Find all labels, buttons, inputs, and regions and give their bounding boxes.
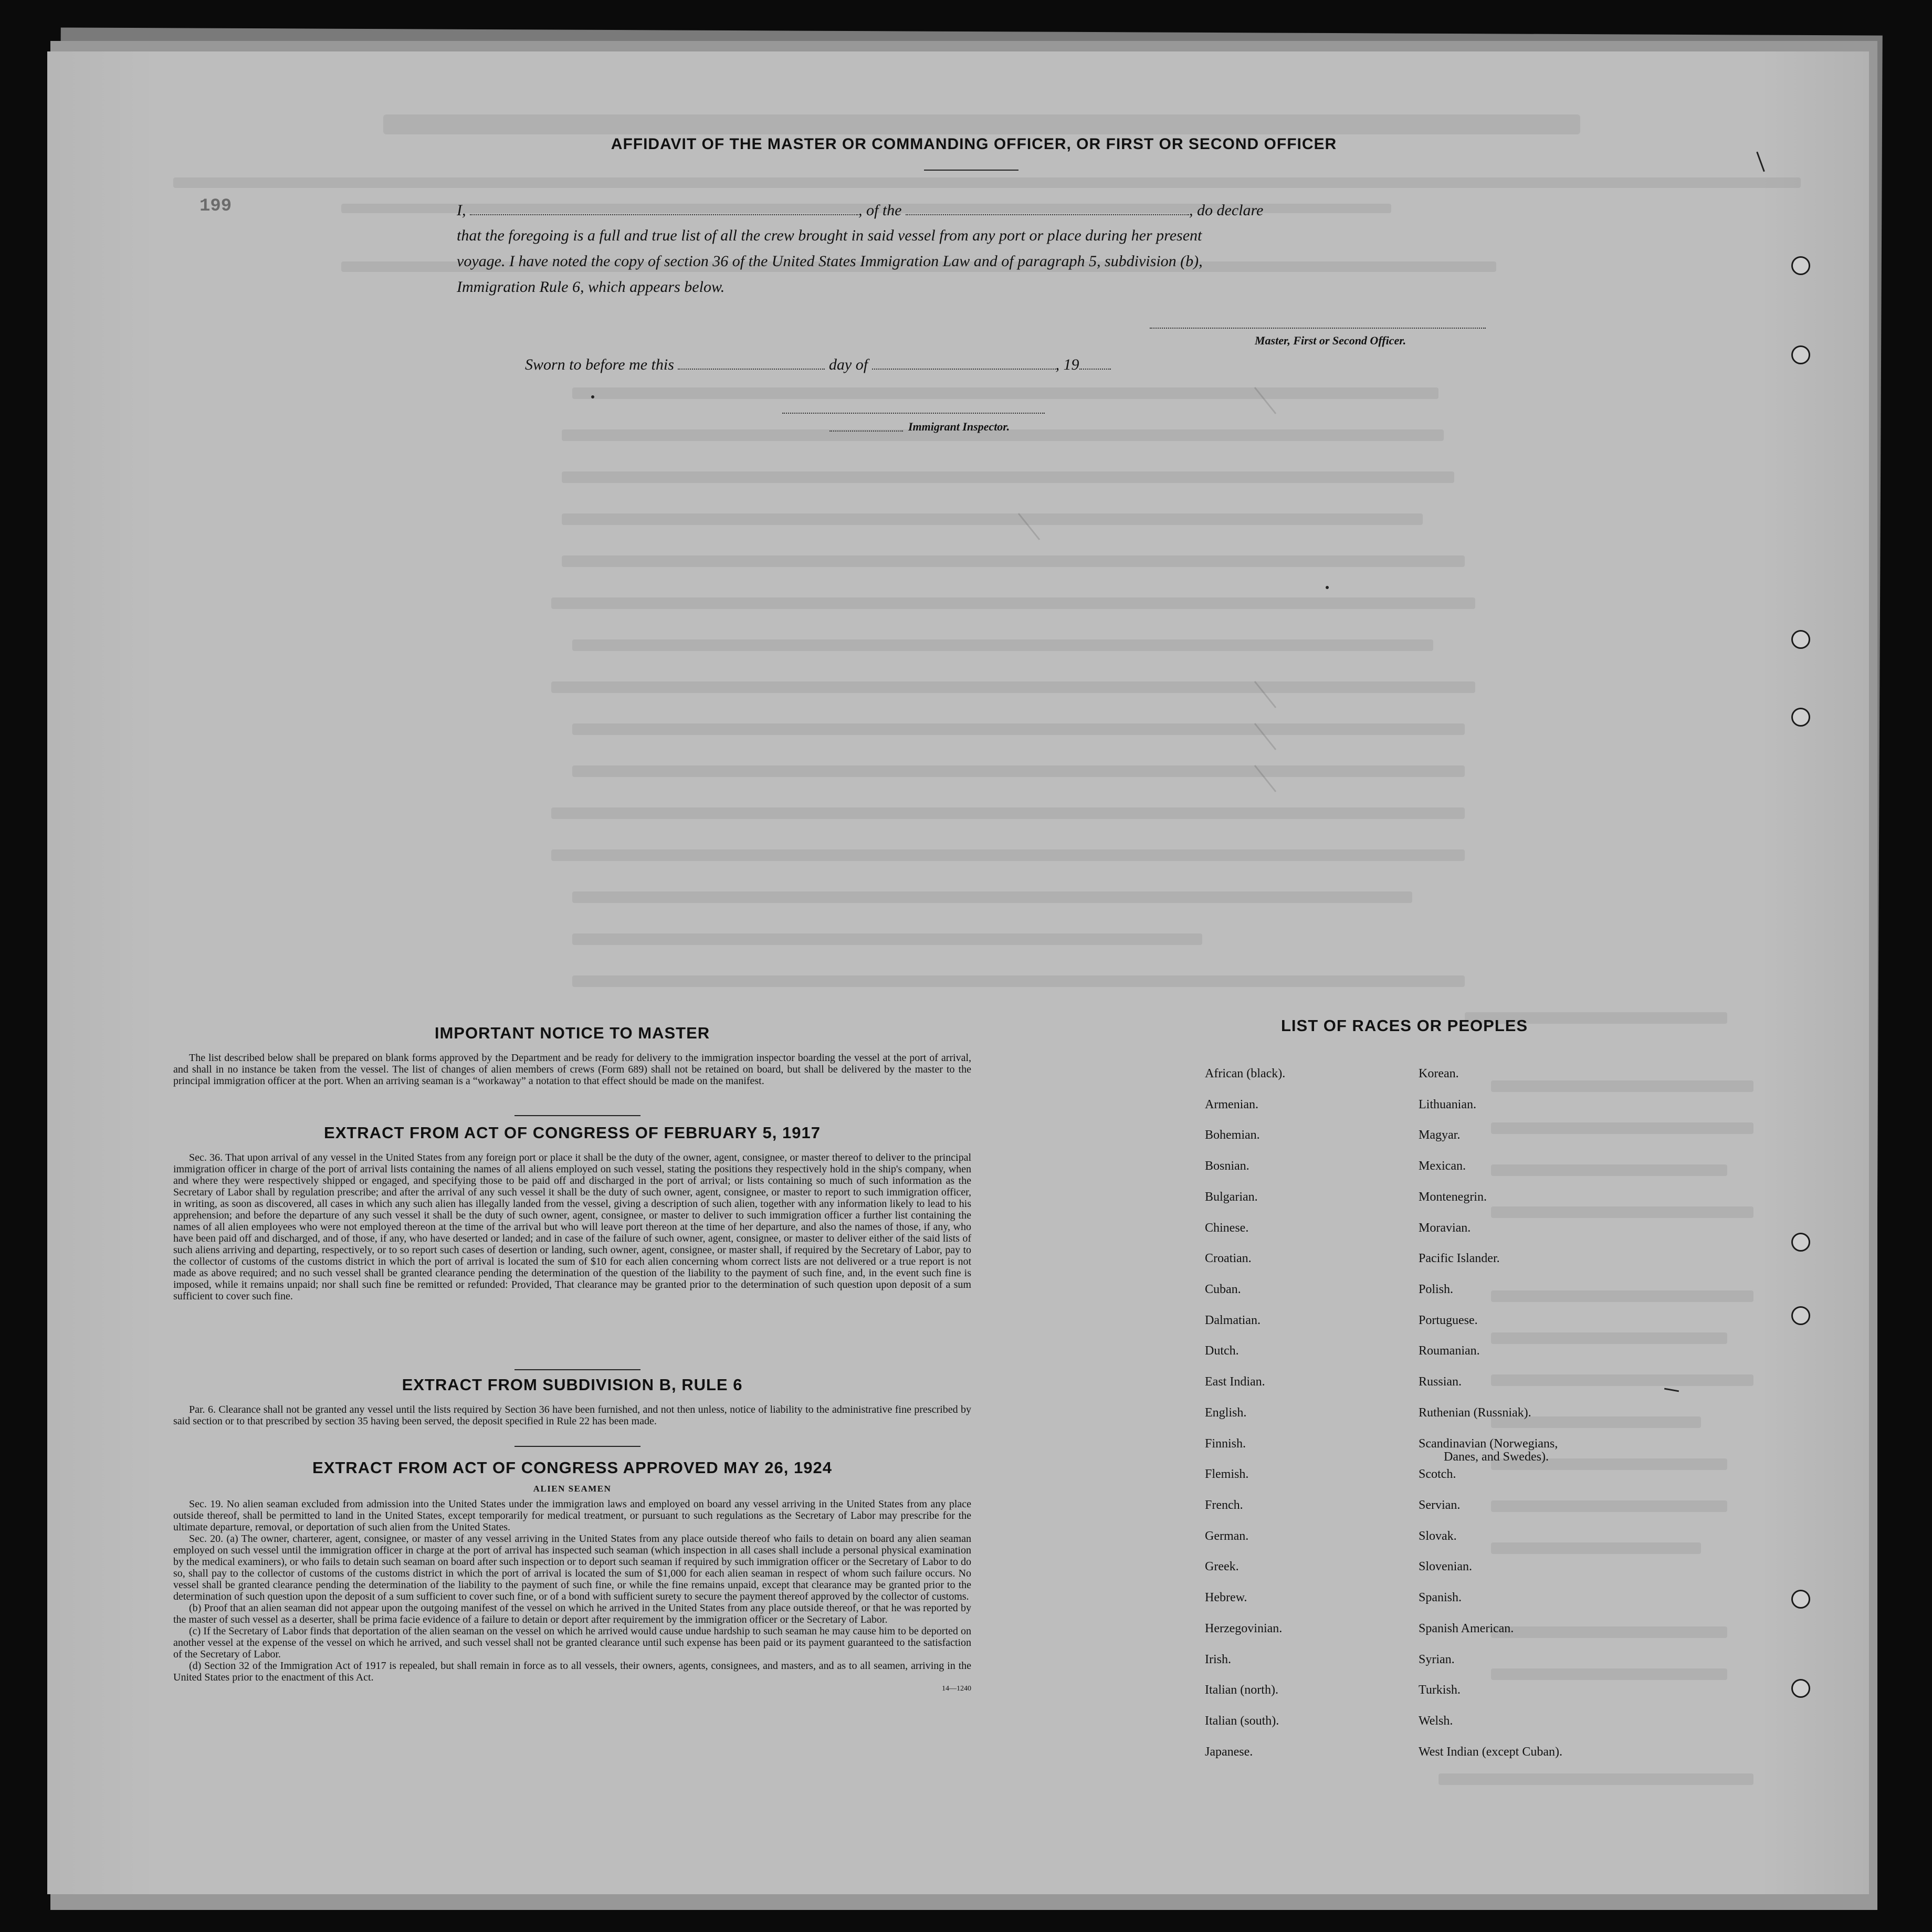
binder-hole bbox=[1791, 630, 1810, 649]
race-left-item: East Indian. bbox=[1205, 1375, 1265, 1389]
race-left-item: Herzegovinian. bbox=[1205, 1622, 1283, 1635]
extract-1917-title: EXTRACT FROM ACT OF CONGRESS OF FEBRUARY 5, 1917 bbox=[324, 1124, 821, 1142]
race-right-item: Scotch. bbox=[1419, 1467, 1456, 1481]
race-left-item: Bohemian. bbox=[1205, 1128, 1260, 1142]
binder-hole bbox=[1791, 345, 1810, 364]
extract-rule6-text bbox=[173, 1404, 971, 1427]
day-blank[interactable] bbox=[678, 369, 825, 370]
race-right-item: Roumanian. bbox=[1419, 1344, 1480, 1358]
manifest-page bbox=[47, 51, 1869, 1894]
year-blank[interactable] bbox=[1079, 369, 1111, 370]
race-left-item: African (black). bbox=[1205, 1067, 1286, 1080]
inspector-caption-leader bbox=[830, 430, 903, 432]
race-right-item: Turkish. bbox=[1419, 1683, 1461, 1697]
race-right-item: Spanish American. bbox=[1419, 1622, 1514, 1635]
race-left-item: Bulgarian. bbox=[1205, 1190, 1258, 1204]
race-left-item: Italian (north). bbox=[1205, 1683, 1278, 1697]
name-blank[interactable] bbox=[470, 214, 858, 215]
race-right-item: Servian. bbox=[1419, 1498, 1461, 1512]
race-left-item: Irish. bbox=[1205, 1653, 1231, 1666]
race-left-item: Cuban. bbox=[1205, 1283, 1241, 1296]
race-left-item: Dalmatian. bbox=[1205, 1314, 1261, 1327]
race-right-continuation: Danes, and Swedes). bbox=[1444, 1450, 1549, 1464]
binder-hole bbox=[1791, 1306, 1810, 1325]
race-right-item: Slovak. bbox=[1419, 1529, 1457, 1543]
affidavit-title: AFFIDAVIT OF THE MASTER OR COMMANDING OFFICER, OR FIRST OR SECOND OFFICER bbox=[611, 135, 1337, 153]
race-right-item: West Indian (except Cuban). bbox=[1419, 1745, 1562, 1759]
race-right-item: Ruthenian (Russniak). bbox=[1419, 1406, 1531, 1420]
extract-1924-paragraph: (b) Proof that an alien seaman did not appear upon the outgoing manifest of the vessel on which he arrived in the United States from any place outside thereof, or that he was reported by the master of such vessel as a deserter, shall be prima facie evidence of a failure to detain or deport after requirement by the immigration officer or the Secretary of Labor. bbox=[173, 1602, 971, 1625]
extract-1924-title: EXTRACT FROM ACT OF CONGRESS APPROVED MAY 26, 1924 bbox=[312, 1458, 832, 1477]
notice-paragraph: The list described below shall be prepared on blank forms approved by the Department and be ready for delivery to the immigration inspector boarding the vessel at the port of arrival, and shall in no instance be taken from the vessel. The list of changes of alien members of crews (Form 689) shall not be retained on board, but shall be delivered by the master to the principal immigration officer at the port. When an arriving seaman is a “workaway” a notation to that effect should be made on the manifest. bbox=[173, 1052, 971, 1087]
race-right-item: Syrian. bbox=[1419, 1653, 1455, 1666]
extract-1924-subtitle: ALIEN SEAMEN bbox=[533, 1484, 612, 1494]
extract-1924-paragraph: Sec. 19. No alien seaman excluded from admission into the United States under the immigration laws and employed on board any vessel arriving in the United States from any place outside thereof, shall be permitted to land in the United States, except temporarily for medical treatment, or pursuant to such regulations as the Secretary of Labor may prescribe for the ultimate departure, removal, or deportation of such alien from the United States. bbox=[173, 1498, 971, 1533]
race-left-item: Greek. bbox=[1205, 1560, 1239, 1573]
sworn-prefix: Sworn to before me this bbox=[525, 356, 674, 373]
affidavit-i: I, bbox=[457, 202, 466, 219]
extract-1924-paragraph: Sec. 20. (a) The owner, charterer, agent, consignee, or master of any vessel arriving in the United States from any place outside thereof who fails to detain on board any alien seaman employed on such vessel until the immigration officer in charge at the port of arrival has inspected such seaman (which inspection in all cases shall include a personal physical examination by the medical examiners), or who fails to detain such seaman on board after such inspection or to deport such seaman if required by such immigration officer or the Secretary of Labor to do so, shall pay to the collector of customs of the customs district in which the port of arrival is located the sum of $1,000 for each alien seaman in respect of whom such failure occurs. No vessel shall be granted clearance pending the determination of the liability to the payment of such fine, or while the fine remains unpaid, except that clearance may be granted prior to the determination of such question upon the deposit of a sum sufficient to cover such fine, or of a bond with sufficient surety to secure the payment thereof approved by the collector of customs. bbox=[173, 1533, 971, 1602]
race-left-item: Hebrew. bbox=[1205, 1591, 1247, 1604]
race-left-item: German. bbox=[1205, 1529, 1249, 1543]
race-right-item: Slovenian. bbox=[1419, 1560, 1472, 1573]
title-divider bbox=[924, 170, 1018, 171]
master-caption: Master, First or Second Officer. bbox=[1255, 334, 1406, 347]
race-right-item: Spanish. bbox=[1419, 1591, 1462, 1604]
race-left-item: Chinese. bbox=[1205, 1221, 1249, 1235]
race-right-item: Polish. bbox=[1419, 1283, 1454, 1296]
year-prefix: , 19 bbox=[1055, 356, 1079, 373]
race-right-item: Scandinavian (Norwegians, bbox=[1419, 1437, 1558, 1451]
affidavit-line-4: Immigration Rule 6, which appears below. bbox=[457, 278, 725, 296]
binder-hole bbox=[1791, 708, 1810, 727]
race-left-item: Japanese. bbox=[1205, 1745, 1253, 1759]
binder-hole bbox=[1791, 1679, 1810, 1698]
race-left-item: Dutch. bbox=[1205, 1344, 1239, 1358]
divider-2 bbox=[514, 1369, 640, 1370]
notice-text bbox=[173, 1052, 971, 1087]
month-blank[interactable] bbox=[872, 369, 1056, 370]
affidavit-line-3: voyage. I have noted the copy of section 36 of the United States Immigration Law and of paragraph 5, subdivision (b), bbox=[457, 253, 1203, 270]
notice-title: IMPORTANT NOTICE TO MASTER bbox=[434, 1024, 710, 1042]
day-of-label: day of bbox=[828, 356, 868, 373]
extract-1924-text bbox=[173, 1498, 971, 1695]
vessel-blank[interactable] bbox=[906, 214, 1189, 215]
extract-1924-paragraph: (d) Section 32 of the Immigration Act of 1917 is repealed, but shall remain in force as to all vessels, their owners, agents, consignees, and masters, and as to all seamen, arriving in the United States prior to the enactment of this Act. bbox=[173, 1660, 971, 1683]
extract-rule6-title: EXTRACT FROM SUBDIVISION B, RULE 6 bbox=[402, 1376, 743, 1394]
race-right-item: Moravian. bbox=[1419, 1221, 1471, 1235]
race-left-item: French. bbox=[1205, 1498, 1243, 1512]
binder-hole bbox=[1791, 1590, 1810, 1609]
race-left-item: Flemish. bbox=[1205, 1467, 1249, 1481]
race-left-item: Bosnian. bbox=[1205, 1159, 1250, 1173]
divider-3 bbox=[514, 1446, 640, 1447]
pen-dot bbox=[591, 395, 594, 398]
race-right-item: Pacific Islander. bbox=[1419, 1252, 1500, 1265]
race-right-item: Mexican. bbox=[1419, 1159, 1466, 1173]
inspector-caption: Immigrant Inspector. bbox=[908, 420, 1010, 433]
race-right-item: Lithuanian. bbox=[1419, 1098, 1476, 1111]
affidavit-of-the: , of the bbox=[858, 202, 902, 219]
race-right-item: Korean. bbox=[1419, 1067, 1459, 1080]
race-left-item: Finnish. bbox=[1205, 1437, 1246, 1451]
extract-1924-paragraph: (c) If the Secretary of Labor finds that deportation of the alien seaman on the vessel on which he arrived would cause undue hardship to such seaman he may cause him to be deported on another vessel at the expense of the vessel on which he arrived, and such vessel shall not be granted clearance until such expense has been paid or its payment guaranteed to the satisfaction of the Secretary of Labor. bbox=[173, 1625, 971, 1660]
race-right-item: Montenegrin. bbox=[1419, 1190, 1487, 1204]
race-left-item: English. bbox=[1205, 1406, 1247, 1420]
race-left-item: Armenian. bbox=[1205, 1098, 1258, 1111]
stamp-number: 199 bbox=[200, 196, 232, 216]
form-number: 14—1240 bbox=[942, 1685, 971, 1693]
pen-dot bbox=[1326, 586, 1329, 589]
divider-1 bbox=[514, 1115, 640, 1116]
extract-1917-paragraph: Sec. 36. That upon arrival of any vessel in the United States from any foreign port or place it shall be the duty of the owner, agent, consignee, or master thereof to deliver to the principal immigration officer in charge of the port of arrival lists containing the names of all aliens employed on such vessel, stating the positions they respectively hold in the ship's company, when and where they were respectively shipped or engaged, and specifying those to be paid off and discharged in the port of arrival; or lists containing so much of such information as the Secretary of Labor shall by regulation prescribe; and after the arrival of any such vessel it shall be the duty of such owner, agent, consignee, or master to report to such immigration officer, in writing, as soon as discovered, all cases in which any such alien has illegally landed from the vessel, giving a description of such alien, together with any information likely to lead to his apprehension; and before the departure of any such vessel it shall be the duty of such owner, agent, consignee, or master to deliver to such immigration officer a further list containing the names of all alien employees who were not employed thereon at the time of the arrival but who will leave port thereon at the time of her departure, and also the names of those, if any, who have been paid off and discharged, and of those, if any, who have deserted or landed; and in case of the failure of such owner, agent, consignee, or master to deliver either of the said lists of such aliens arriving and departing, respectively, or to so report such cases of desertion or landing, such owner, agent, consignee, or master shall, if required by the Secretary of Labor, pay to the collector of customs of the customs district in which the port of arrival is located the sum of $10 for each alien concerning whom correct lists are not delivered or a true report is not made as above required; and no such vessel shall be granted clearance pending the determination of the question of the liability to the payment of such fine, and, in the event such fine is imposed, while it remains unpaid; nor shall such fine be remitted or refunded: Provided, That clearance may be granted prior to the determination of such question upon deposit of a sum sufficient to cover such fine. bbox=[173, 1152, 971, 1302]
binder-hole bbox=[1791, 256, 1810, 275]
affidavit-line-2: that the foregoing is a full and true list of all the crew brought in said vessel from any port or place during her present bbox=[457, 227, 1202, 244]
extract-1917-text bbox=[173, 1152, 971, 1302]
affidavit-line-1 bbox=[457, 202, 1263, 219]
race-left-item: Italian (south). bbox=[1205, 1714, 1279, 1728]
affidavit-do-declare: , do declare bbox=[1189, 202, 1264, 219]
race-right-item: Russian. bbox=[1419, 1375, 1462, 1389]
race-left-item: Croatian. bbox=[1205, 1252, 1252, 1265]
race-right-item: Portuguese. bbox=[1419, 1314, 1478, 1327]
extract-rule6-paragraph: Par. 6. Clearance shall not be granted any vessel until the lists required by Section 36 have been furnished, and not then unless, notice of liability to the administrative fine prescribed by said section or to that prescribed by section 35 having been served, the deposit specified in Rule 22 has been made. bbox=[173, 1404, 971, 1427]
race-right-item: Magyar. bbox=[1419, 1128, 1461, 1142]
binder-hole bbox=[1791, 1233, 1810, 1252]
races-title: LIST OF RACES OR PEOPLES bbox=[1281, 1016, 1528, 1035]
race-right-item: Welsh. bbox=[1419, 1714, 1453, 1728]
sworn-line bbox=[525, 356, 1111, 374]
inspector-signature-line[interactable] bbox=[782, 413, 1045, 414]
master-signature-line[interactable] bbox=[1150, 328, 1486, 329]
